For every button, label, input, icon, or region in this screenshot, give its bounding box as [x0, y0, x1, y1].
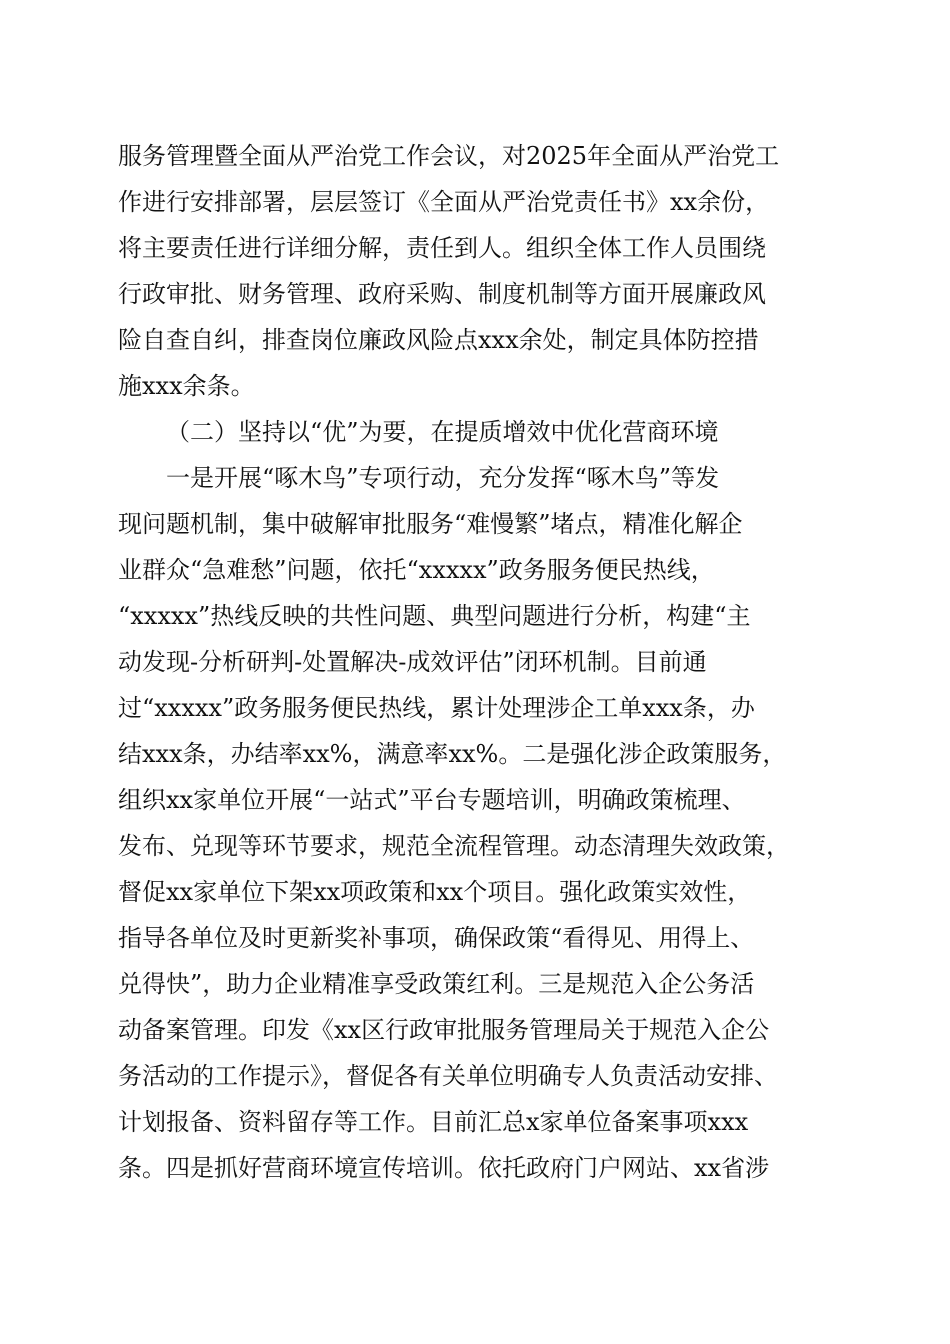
paragraph-line: 作进行安排部署，层层签订《全面从严治党责任书》xx余份，: [118, 188, 770, 216]
paragraph-line: 动备案管理。印发《xx区行政审批服务管理局关于规范入企公: [118, 1016, 770, 1044]
paragraph-line: 现问题机制，集中破解审批服务“难慢繁”堵点，精准化解企: [118, 510, 743, 538]
paragraph-line: “xxxxx”热线反映的共性问题、典型问题进行分析，构建“主: [118, 602, 751, 630]
paragraph-line: 施xxx余条。: [118, 372, 255, 400]
paragraph-line: 服务管理暨全面从严治党工作会议，对2025年全面从严治党工: [118, 142, 780, 170]
paragraph-line: 计划报备、资料留存等工作。目前汇总x家单位备案事项xxx: [118, 1108, 749, 1136]
paragraph-line: 督促xx家单位下架xx项政策和xx个项目。强化政策实效性，: [118, 878, 752, 906]
paragraph-line: 动发现-分析研判-处置解决-成效评估”闭环机制。目前通: [118, 648, 707, 676]
paragraph-line: 组织xx家单位开展“一站式”平台专题培训，明确政策梳理、: [118, 786, 746, 814]
paragraph-line: 条。四是抓好营商环境宣传培训。依托政府门户网站、xx省涉: [118, 1154, 770, 1182]
paragraph-line: 险自查自纠，排查岗位廉政风险点xxx余处，制定具体防控措: [118, 326, 759, 354]
paragraph-line: 兑得快”，助力企业精准享受政策红利。三是规范入企公务活: [118, 970, 755, 998]
paragraph-line: 结xxx条，办结率xx%，满意率xx%。二是强化涉企政策服务，: [118, 740, 787, 768]
section-heading: （二）坚持以“优”为要，在提质增效中优化营商环境: [166, 418, 719, 446]
paragraph-line: 过“xxxxx”政务服务便民热线，累计处理涉企工单xxx条，办: [118, 694, 755, 722]
paragraph-line: 行政审批、财务管理、政府采购、制度机制等方面开展廉政风: [118, 280, 766, 308]
paragraph-line: 指导各单位及时更新奖补事项，确保政策“看得见、用得上、: [118, 924, 755, 952]
paragraph-line: 发布、兑现等环节要求，规范全流程管理。动态清理失效政策，: [118, 832, 790, 860]
paragraph-line: 业群众“急难愁”问题，依托“xxxxx”政务服务便民热线，: [118, 556, 715, 584]
document-body: [118, 133, 838, 1191]
paragraph-line: 一是开展“啄木鸟”专项行动，充分发挥“啄木鸟”等发: [166, 464, 720, 492]
paragraph-line: 务活动的工作提示》，督促各有关单位明确专人负责活动安排、: [118, 1062, 778, 1090]
paragraph-line: 将主要责任进行详细分解，责任到人。组织全体工作人员围绕: [118, 234, 766, 262]
